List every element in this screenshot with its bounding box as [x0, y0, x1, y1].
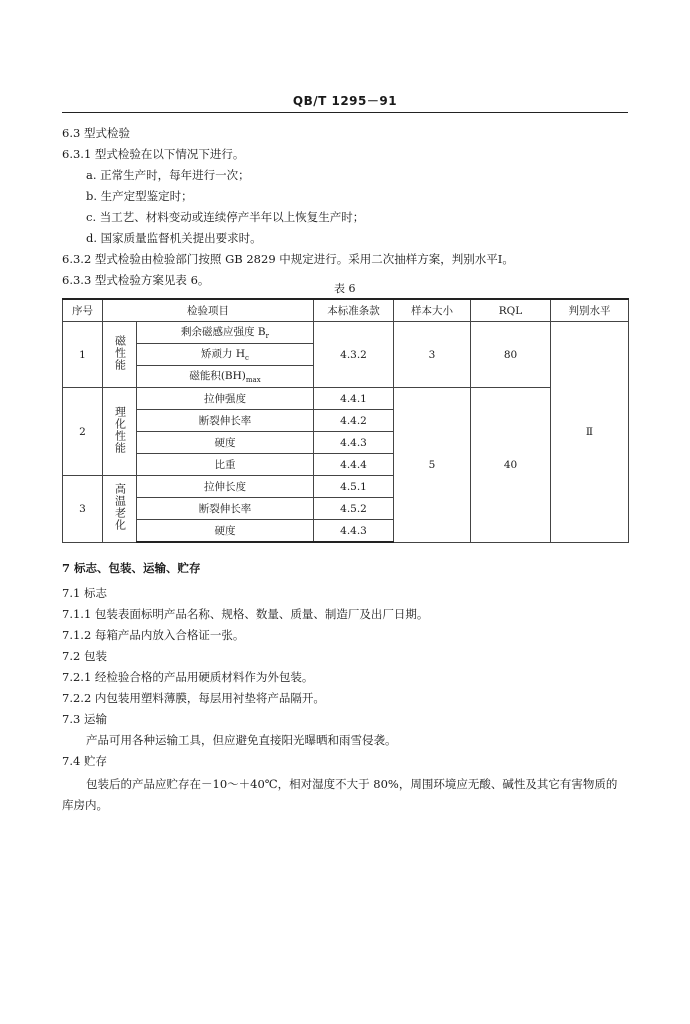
list-item-b: b. 生产定型鉴定时； — [86, 189, 193, 203]
group-no-3: 3 — [63, 476, 103, 543]
section-7-1: 7.1 标志 — [62, 586, 107, 600]
clause-cell: 4.5.2 — [314, 498, 394, 520]
section-7-3-text: 产品可用各种运输工具，但应避免直接阳光曝晒和雨雪侵袭。 — [86, 733, 397, 747]
header-sample-size: 样本大小 — [394, 299, 471, 322]
group-name-1: 磁性能 — [103, 322, 137, 388]
section-6-3-2: 6.3.2 型式检验由检验部门按照 GB 2829 中规定进行。采用二次抽样方案，判别水平Ⅰ。 — [62, 252, 514, 266]
item-label: 断裂伸长率 — [137, 498, 314, 520]
table-caption: 表 6 — [334, 282, 356, 295]
section-7-1-1: 7.1.1 包装表面标明产品名称、规格、数量、质量、制造厂及出厂日期。 — [62, 607, 429, 621]
item-label: 拉伸长度 — [137, 476, 314, 498]
table-row — [63, 388, 629, 410]
header-clause: 本标准条款 — [314, 299, 394, 322]
header-level: 判别水平 — [551, 299, 629, 322]
clause-cell: 4.4.1 — [314, 388, 394, 410]
section-6-3-title: 6.3 型式检验 — [62, 126, 130, 140]
section-7-2: 7.2 包装 — [62, 649, 107, 663]
group-no-2: 2 — [63, 388, 103, 476]
clause-cell: 4.4.3 — [314, 520, 394, 543]
section-7-1-2: 7.1.2 每箱产品内放入合格证一张。 — [62, 628, 245, 642]
header-item: 检验项目 — [103, 299, 314, 322]
group-name-2: 理化性能 — [103, 388, 137, 476]
discrimination-level: Ⅱ — [551, 322, 629, 543]
item-label: 断裂伸长率 — [137, 410, 314, 432]
rql-1: 80 — [471, 322, 551, 388]
section-7-title: 7 标志、包装、运输、贮存 — [62, 561, 201, 575]
item-label: 比重 — [137, 454, 314, 476]
sample-size-1: 3 — [394, 322, 471, 388]
item-label: 硬度 — [137, 432, 314, 454]
rql-2: 40 — [471, 388, 551, 543]
standard-code-header: QB/T 1295－91 — [292, 94, 398, 108]
item-label: 拉伸强度 — [137, 388, 314, 410]
section-7-2-1: 7.2.1 经检验合格的产品用硬质材料作为外包装。 — [62, 670, 314, 684]
item-label: 磁能积$(BH)_{max}$ — [137, 366, 314, 388]
group-name-3: 高温老化 — [103, 476, 137, 543]
section-7-4-text: 包装后的产品应贮存在－10～＋40℃，相对湿度不大于 80%，周围环境应无酸、碱性及其它有害物质的库房内。 — [62, 777, 618, 812]
section-6-3-1: 6.3.1 型式检验在以下情况下进行。 — [62, 147, 245, 161]
clause-cell: 4.4.3 — [314, 432, 394, 454]
section-7-3: 7.3 运输 — [62, 712, 107, 726]
sample-size-2: 5 — [394, 388, 471, 543]
header-no: 序号 — [63, 299, 103, 322]
list-item-a: a. 正常生产时，每年进行一次； — [86, 168, 250, 182]
clause-cell: 4.3.2 — [314, 322, 394, 388]
item-label: 硬度 — [137, 520, 314, 543]
section-6-3-3: 6.3.3 型式检验方案见表 6。 — [62, 273, 210, 287]
inspection-table — [62, 298, 629, 543]
item-label: 剩余磁感应强度 $B_r$ — [137, 322, 314, 344]
clause-cell: 4.4.2 — [314, 410, 394, 432]
header-rql: RQL — [471, 299, 551, 322]
item-label: 矫顽力 $H_c$ — [137, 344, 314, 366]
header-rule — [62, 112, 628, 113]
section-7-4: 7.4 贮存 — [62, 754, 107, 768]
table-header-row — [63, 299, 629, 322]
clause-cell: 4.4.4 — [314, 454, 394, 476]
list-item-d: d. 国家质量监督机关提出要求时。 — [86, 231, 262, 245]
list-item-c: c. 当工艺、材料变动或连续停产半年以上恢复生产时； — [86, 210, 365, 224]
section-7-2-2: 7.2.2 内包装用塑料薄膜，每层用衬垫将产品隔开。 — [62, 691, 325, 705]
group-no-1: 1 — [63, 322, 103, 388]
table-row — [63, 322, 629, 344]
clause-cell: 4.5.1 — [314, 476, 394, 498]
